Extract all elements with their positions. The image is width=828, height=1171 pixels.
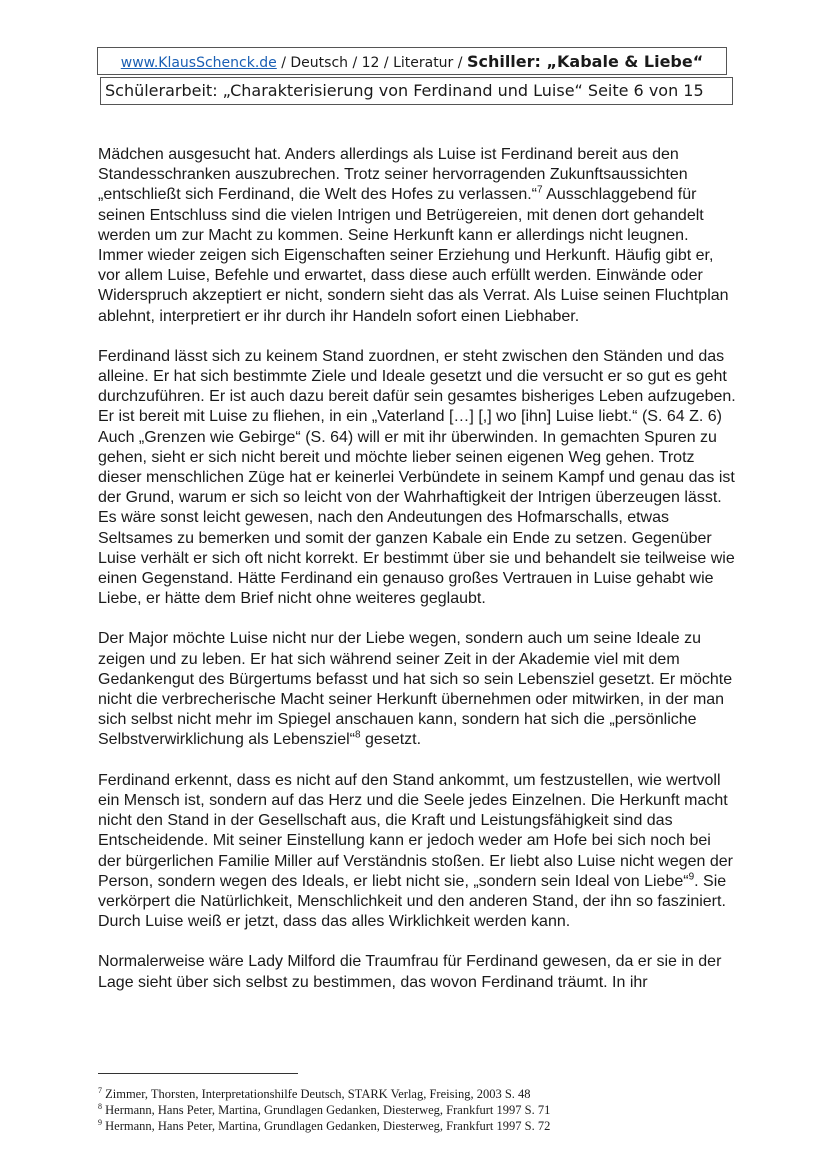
paragraph-3: Der Major möchte Luise nicht nur der Liebe wegen, sondern auch um seine Ideale zu zeigen und zu leben. Er hat sich während seiner Zeit in der Akademie viel mit dem Gedankengut des Bürgertums befasst und hat sich so sein Lebensziel gesetzt. Er möchte nicht die verbrecherische Macht seiner Herkunft übernehmen oder mitwirken, in der man sich selbst nicht mehr im Spiegel anschauen kann, sondern hat sich die „persönliche Selbstverwirklichung als Lebensziel“$^8$ gesetzt. [98, 630, 733, 749]
paragraph-2: Ferdinand lässt sich zu keinem Stand zuordnen, er steht zwischen den Ständen und das alleine. Er hat sich bestimmte Ziele und Ideale gesetzt und die versucht er so gut es geht durchzuführen. Er ist auch dazu bereit dafür sein gesamtes bisheriges Leben aufzugeben. Er ist bereit mit Luise zu fliehen, in ein „Vaterland […] [,] wo [ihn] Luise liebt.“ (S. 64 Z. 6) Auch „Grenzen wie Gebirge“ (S. 64) will er mit ihr überwinden. In gemachten Spuren zu gehen, sieht er sich nicht bereit und möchte lieber seinen eigenen Weg gehen. Trotz dieser menschlichen Züge hat er keinerlei Verbündete in seinem Kampf und genau das ist der Grund, warum er sich so leicht von der Wahrhaftigkeit der Intrigen überzeugen lässt. Es wäre sonst leicht gewesen, nach den Andeutungen des Hofmarschalls, etwas Seltsames zu bemerken und somit der ganzen Kabale ein Ende zu setzen. Gegenüber Luise verhält er sich oft nicht korrekt. Er bestimmt über sie und behandelt sie teilweise wie einen Gegenstand. Hätte Ferdinand ein genauso großes Vertrauen in Luise gehabt wie Liebe, er hätte dem Brief nicht ohne weiteres geglaubt. [98, 347, 736, 608]
footnotes [98, 1086, 550, 1134]
footnote-separator [98, 1073, 298, 1074]
footnote-7: $^7$ Zimmer, Thorsten, Interpretationshilfe Deutsch, STARK Verlag, Freising, 2003 S. 48 [98, 1085, 531, 1101]
document-subtitle: Schülerarbeit: „Charakterisierung von Ferdinand und Luise“ Seite 6 von 15 [100, 77, 733, 105]
paragraph-4: Ferdinand erkennt, dass es nicht auf den Stand ankommt, um festzustellen, wie wertvoll ein Mensch ist, sondern auf das Herz und die Seele jedes Einzelnen. Die Herkunft macht nicht den Stand in der Gesellschaft aus, die Kraft und Leistungsfähigkeit sind das Entscheidende. Mit seiner Einstellung kann er jedoch weder am Hofe bei sich noch bei der bürgerlichen Familie Miller auf Verständnis stoßen. Er liebt also Luise nicht wegen der Person, sondern wegen des Ideals, er liebt nicht sie, „sondern sein Ideal von Liebe“$^9$. Sie verkörpert die Natürlichkeit, Menschlichkeit und den anderen Stand, der ihn so fasziniert. Durch Luise weiß er jetzt, dass das alles Wirklichkeit werden kann. [98, 771, 733, 931]
footnote-9: $^9$ Hermann, Hans Peter, Martina, Grundlagen Gedanken, Diesterweg, Frankfurt 1997 S. 72 [98, 1117, 551, 1133]
paragraph-1: Mädchen ausgesucht hat. Anders allerdings als Luise ist Ferdinand bereit aus den Standesschranken auszubrechen. Trotz seiner hervorragenden Zukunftsaussichten „entschließt sich Ferdinand, die Welt des Hofes zu verlassen.“$^7$ Ausschlaggebend für seinen Entschluss sind die vielen Intrigen und Betrügereien, mit denen dort gehandelt werden um zur Macht zu kommen. Seine Herkunft kann er allerdings nicht leugnen. Immer wieder zeigen sich Eigenschaften seiner Erziehung und Herkunft. Häufig gibt er, vor allem Luise, Befehle und erwartet, dass diese auch erfüllt werden. Einwände oder Widerspruch akzeptiert er nicht, sondern sieht das als Verrat. Als Luise seinen Fluchtplan ablehnt, interpretiert er ihr durch ihr Handeln sofort einen Liebhaber. [98, 146, 729, 325]
breadcrumb-path: / Deutsch / 12 / Literatur / [276, 55, 467, 71]
footnote-ref-8: 8 [355, 730, 361, 742]
header-breadcrumb [97, 47, 727, 75]
paragraph-5: Normalerweise wäre Lady Milford die Traumfrau für Ferdinand gewesen, da er sie in der Lage sieht über sich selbst zu bestimmen, das wovon Ferdinand träumt. In ihr [98, 953, 722, 991]
footnote-ref-7: 7 [537, 185, 543, 197]
footnote-ref-9: 9 [688, 871, 695, 883]
document-title: Schiller: „Kabale & Liebe“ [466, 52, 704, 71]
site-link[interactable]: www.KlausSchenck.de [120, 55, 277, 71]
footnote-8: $^8$ Hermann, Hans Peter, Martina, Grundlagen Gedanken, Diesterweg, Frankfurt 1997 S. 71 [98, 1101, 551, 1117]
body-text [98, 145, 738, 993]
